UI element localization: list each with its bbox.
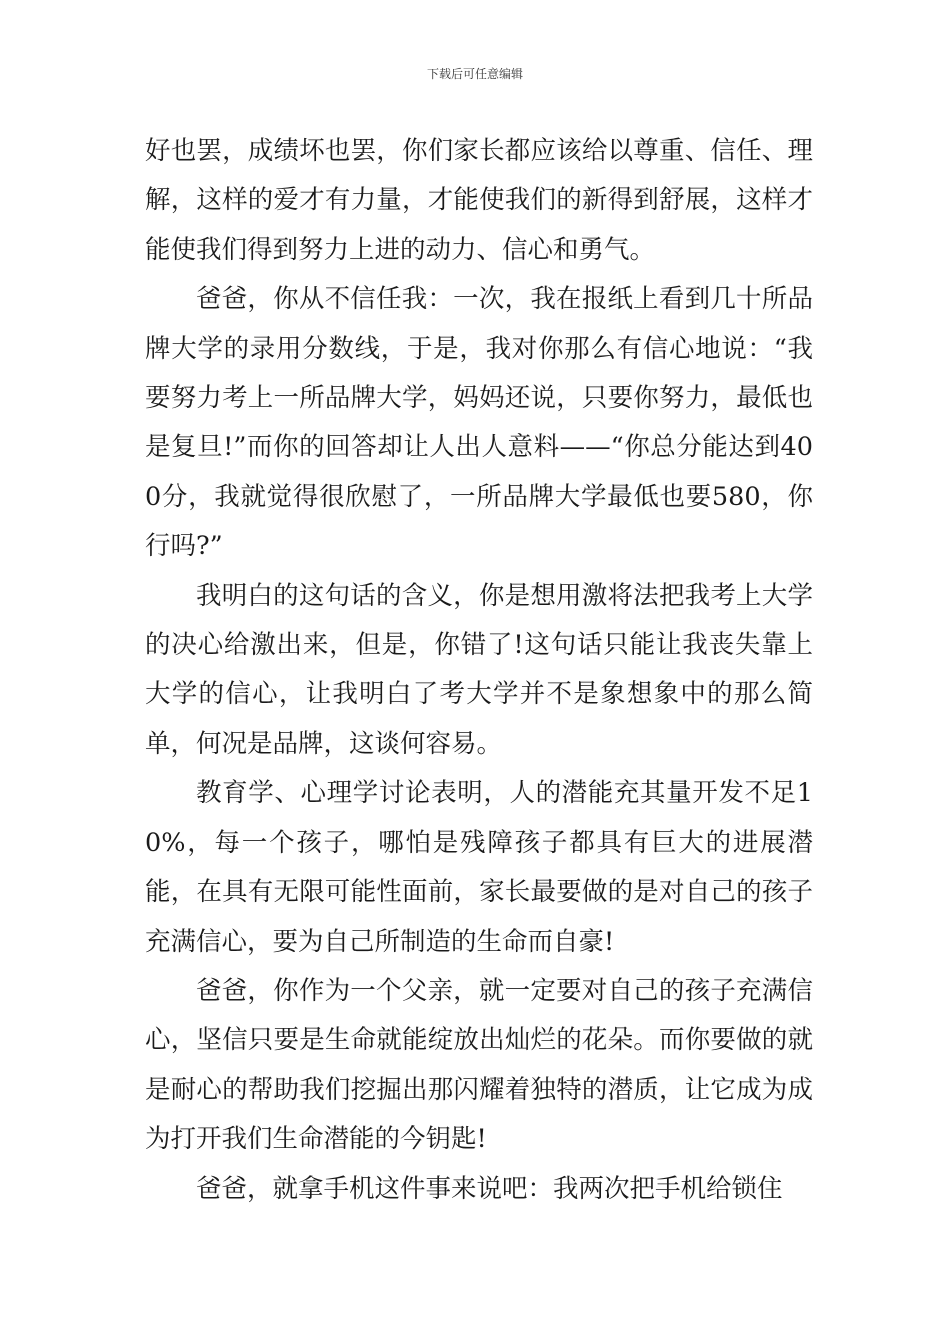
paragraph-3: 我明白的这句话的含义，你是想用激将法把我考上大学的决心给激出来，但是，你错了!这句话只能让我丧失靠上大学的信心，让我明白了考大学并不是象想象中的那么简单，何况是品牌，这谈何容易。 — [145, 580, 813, 759]
paragraph-6: 爸爸，就拿手机这件事来说吧：我两次把手机给锁住 — [196, 1173, 783, 1204]
paragraph-4: 教育学、心理学讨论表明，人的潜能充其量开发不足10%，每一个孩子，哪怕是残障孩子都具有巨大的进展潜能，在具有无限可能性面前，家长最要做的是对自己的孩子充满信心，要为自己所制造的生命而自豪! — [145, 778, 813, 957]
page-header: 下载后可任意编辑 — [426, 67, 523, 81]
paragraph-5: 爸爸，你作为一个父亲，就一定要对自己的孩子充满信心，坚信只要是生命就能绽放出灿烂的花朵。而你要做的就是耐心的帮助我们挖掘出那闪耀着独特的潜质，让它成为成为打开我们生命潜能的今钥匙! — [145, 975, 813, 1155]
document-body — [145, 127, 813, 1214]
paragraph-1: 好也罢，成绩坏也罢，你们家长都应该给以尊重、信任、理解，这样的爱才有力量，才能使我们的新得到舒展，这样才能使我们得到努力上进的动力、信心和勇气。 — [145, 136, 813, 265]
paragraph-2: 爸爸，你从不信任我：一次，我在报纸上看到几十所品牌大学的录用分数线，于是，我对你那么有信心地说：“我要努力考上一所品牌大学，妈妈还说，只要你努力，最低也是复旦!”而你的回答却让人出人意料——“你总分能达到400分，我就觉得很欣慰了，一所品牌大学最低也要580，你行吗?” — [145, 284, 813, 562]
